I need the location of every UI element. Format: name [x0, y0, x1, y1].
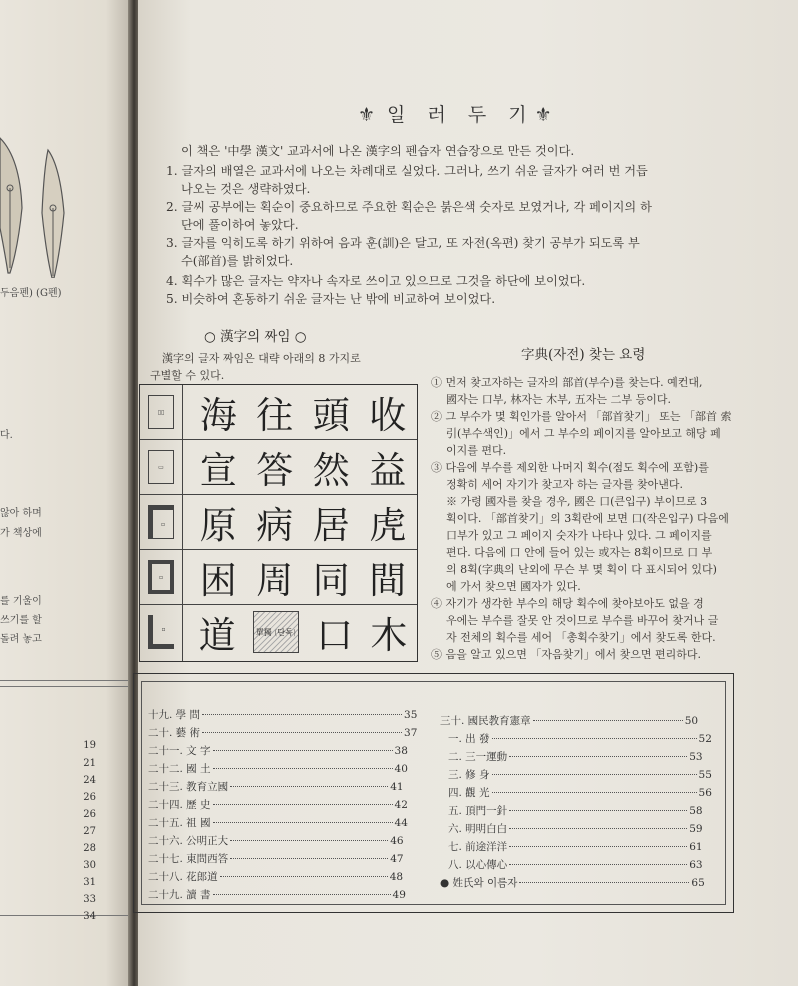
toc-entry: 三. 修 身 55	[448, 769, 712, 781]
dict-line: 편다. 다음에 口 안에 들어 있는 或자는 8획이므로 口 부	[446, 546, 713, 559]
hanja-char: 頭	[312, 394, 350, 437]
hanja-char: 同	[312, 559, 350, 602]
hanja-char: 然	[312, 449, 350, 492]
toc-entry: ● 姓氏와 이름자 65	[440, 877, 705, 889]
dict-line: 口부가 있고 그 페이지 숫자가 나타나 있다. 그 페이지를	[446, 529, 712, 542]
intro-text: 이 책은 '中學 漢文' 교과서에 나온 漢字의 펜습자 연습장으로 만든 것이다.	[181, 144, 575, 158]
toc-entry: 四. 觀 光 56	[448, 787, 712, 799]
hanja-char: 宣	[199, 449, 237, 492]
toc-entry: 七. 前途洋洋 61	[448, 841, 703, 853]
left-fragment: 않아 하며	[0, 508, 42, 519]
toc-entry: 一. 出 發 52	[448, 733, 712, 745]
toc-entry: 二十六. 公明正大 46	[148, 835, 404, 847]
left-page-number: 26	[83, 792, 96, 803]
hanja-char: 益	[369, 449, 407, 492]
dict-line: 획이다. 「部首찾기」의 3획란에 보면 口(작은입구) 다음에	[446, 512, 729, 525]
toc-entry: 六. 明明白白 59	[448, 823, 703, 835]
left-fragment: 돌려 놓고	[0, 634, 42, 645]
note-item-cont: 단에 풀이하여 놓았다.	[181, 218, 299, 232]
hanja-char: 口	[316, 614, 354, 657]
dict-line: ④ 자기가 생각한 부수의 해당 획수에 찾아보아도 없을 경	[431, 597, 704, 610]
toc-entry: 二十九. 讀 書 49	[148, 889, 406, 901]
single-box: 單獨 (단독)	[253, 611, 299, 653]
dict-line: 이지를 편다.	[446, 444, 507, 457]
structure-type-icon: ▫	[148, 505, 174, 539]
hanja-char: 困	[199, 559, 237, 602]
left-fragment: 가 책상에	[0, 528, 42, 539]
toc-entry: 十九. 學 問 35	[148, 709, 418, 721]
left-page-number: 34	[83, 911, 96, 922]
left-fragment: 쓰기를 할	[0, 615, 42, 626]
left-page-number: 26	[83, 809, 96, 820]
dict-line: ⑤ 음을 알고 있으면 「자음찾기」에서 찾으면 편리하다.	[431, 648, 701, 661]
dict-line: 引(부수색인)」에서 그 부수의 페이지를 알아보고 해당 페	[446, 427, 721, 440]
pen-caption: 두음펜) (G펜)	[0, 288, 62, 299]
hanja-char: 周	[256, 559, 294, 602]
note-item: 1. 글자의 배열은 교과서에 나오는 차례대로 실었다. 그러나, 쓰기 쉬운 글자가 여러 번 거듭	[166, 164, 648, 178]
left-page-number: 30	[83, 860, 96, 871]
note-item: 5. 비슷하여 혼동하기 쉬운 글자는 난 밖에 비교하여 보이었다.	[166, 292, 496, 306]
toc-entry: 二十五. 祖 國 44	[148, 817, 408, 829]
structure-row	[140, 495, 417, 550]
dict-line: ① 먼저 찾고자하는 글자의 部首(부수)를 찾는다. 예컨대,	[431, 376, 703, 389]
toc-entry: 八. 以心傳心 63	[448, 859, 703, 871]
toc-entry: 二十四. 歷 史 42	[148, 799, 408, 811]
toc-entry: 二十二. 國 土 40	[148, 763, 408, 775]
fleur-icon: ⚜	[358, 104, 384, 126]
note-item-cont: 나오는 것은 생략하였다.	[181, 182, 311, 196]
hanja-char: 虎	[369, 504, 407, 547]
note-item-cont: 수(部首)를 밝히었다.	[181, 254, 294, 268]
hanja-char: 間	[369, 559, 407, 602]
left-page-number: 28	[83, 843, 96, 854]
toc-entry: 三十. 國民教育憲章 50	[440, 715, 699, 727]
toc-entry: 二十一. 文 字 38	[148, 745, 408, 757]
left-page-number: 19	[83, 740, 96, 751]
structure-row	[140, 440, 417, 495]
left-page-number: 31	[83, 877, 96, 888]
structure-desc: 구별할 수 있다.	[150, 369, 225, 382]
structure-row	[140, 605, 417, 661]
dict-line: 의 8획(字典의 난외에 무슨 부 몇 획이 다 표시되어 있다)	[446, 563, 717, 576]
left-page-number: 27	[83, 826, 96, 837]
dict-line: 자 전체의 획수를 세어 「총획수찾기」에서 찾도록 한다.	[446, 631, 716, 644]
structure-type-icon: ▭	[148, 450, 174, 484]
dict-line: ※ 가령 國자를 찾을 경우, 國은 口(큰입구) 부이므로 3	[446, 495, 708, 508]
left-page-number: 21	[83, 758, 96, 769]
hanja-char: 木	[370, 614, 408, 657]
note-item: 2. 글씨 공부에는 획순이 중요하므로 주요한 획순은 붉은색 숫자로 보였거나, 각 페이지의 하	[166, 200, 652, 214]
structure-desc: 漢字의 글자 짜임은 대략 아래의 8 가지로	[162, 352, 361, 365]
structure-type-icon: ▯▯	[148, 395, 174, 429]
pen-nib-icon	[0, 118, 80, 278]
left-page	[0, 0, 132, 986]
toc-entry: 二十. 藝 術 37	[148, 727, 418, 739]
fleur-icon: ⚜	[534, 104, 560, 126]
hanja-char: 道	[198, 614, 236, 657]
hanja-char: 往	[256, 394, 294, 437]
structure-table	[139, 384, 418, 662]
structure-type-icon: ▫	[148, 615, 174, 649]
dict-line: 정확히 세어 자기가 찾고자 하는 글자를 찾아낸다.	[446, 478, 683, 491]
toc-entry: 二十三. 教育立國 41	[148, 781, 404, 793]
dictionary-title: 字典(자전) 찾는 요령	[521, 347, 646, 363]
dict-line: 에 가서 찾으면 國자가 있다.	[446, 580, 581, 593]
note-item: 3. 글자를 익히도록 하기 위하여 음과 훈(訓)은 달고, 또 자전(옥편) 찾기 공부가 되도록 부	[166, 236, 640, 250]
left-page-number: 24	[83, 775, 96, 786]
note-item: 4. 획수가 많은 글자는 약자나 속자로 쓰이고 있으므로 그것을 하단에 보이었다.	[166, 274, 586, 288]
hanja-char: 居	[312, 504, 350, 547]
toc-entry: 二十八. 花郎道 48	[148, 871, 404, 883]
page-title: ⚜ 일 러 두 기⚜	[358, 104, 560, 126]
left-page-number: 33	[83, 894, 96, 905]
hanja-char: 海	[199, 394, 237, 437]
hanja-char: 病	[256, 504, 294, 547]
toc-entry: 二十七. 東問西答 47	[148, 853, 404, 865]
toc-entry: 二. 三一運動 53	[448, 751, 703, 763]
toc-entry: 五. 頂門一針 58	[448, 805, 703, 817]
structure-title: ○ 漢字의 짜임 ○	[204, 329, 307, 345]
left-fragment: 를 기울이	[0, 596, 42, 607]
hanja-char: 原	[199, 504, 237, 547]
dict-line: 우에는 부수를 잘못 안 것이므로 부수를 바꾸어 찾거나 글	[446, 614, 719, 627]
structure-type-icon: ▫	[148, 560, 174, 594]
hanja-char: 答	[256, 449, 294, 492]
dict-line: 國자는 口부, 林자는 木부, 五자는 二부 등이다.	[446, 393, 671, 406]
dict-line: ② 그 부수가 몇 획인가를 알아서 「部首찾기」 또는 「部首 索	[431, 410, 732, 423]
left-fragment: 다.	[0, 430, 13, 441]
structure-row	[140, 385, 417, 440]
structure-row	[140, 550, 417, 605]
dict-line: ③ 다음에 부수를 제외한 나머지 획수(점도 획수에 포함)를	[431, 461, 709, 474]
hanja-char: 收	[369, 394, 407, 437]
